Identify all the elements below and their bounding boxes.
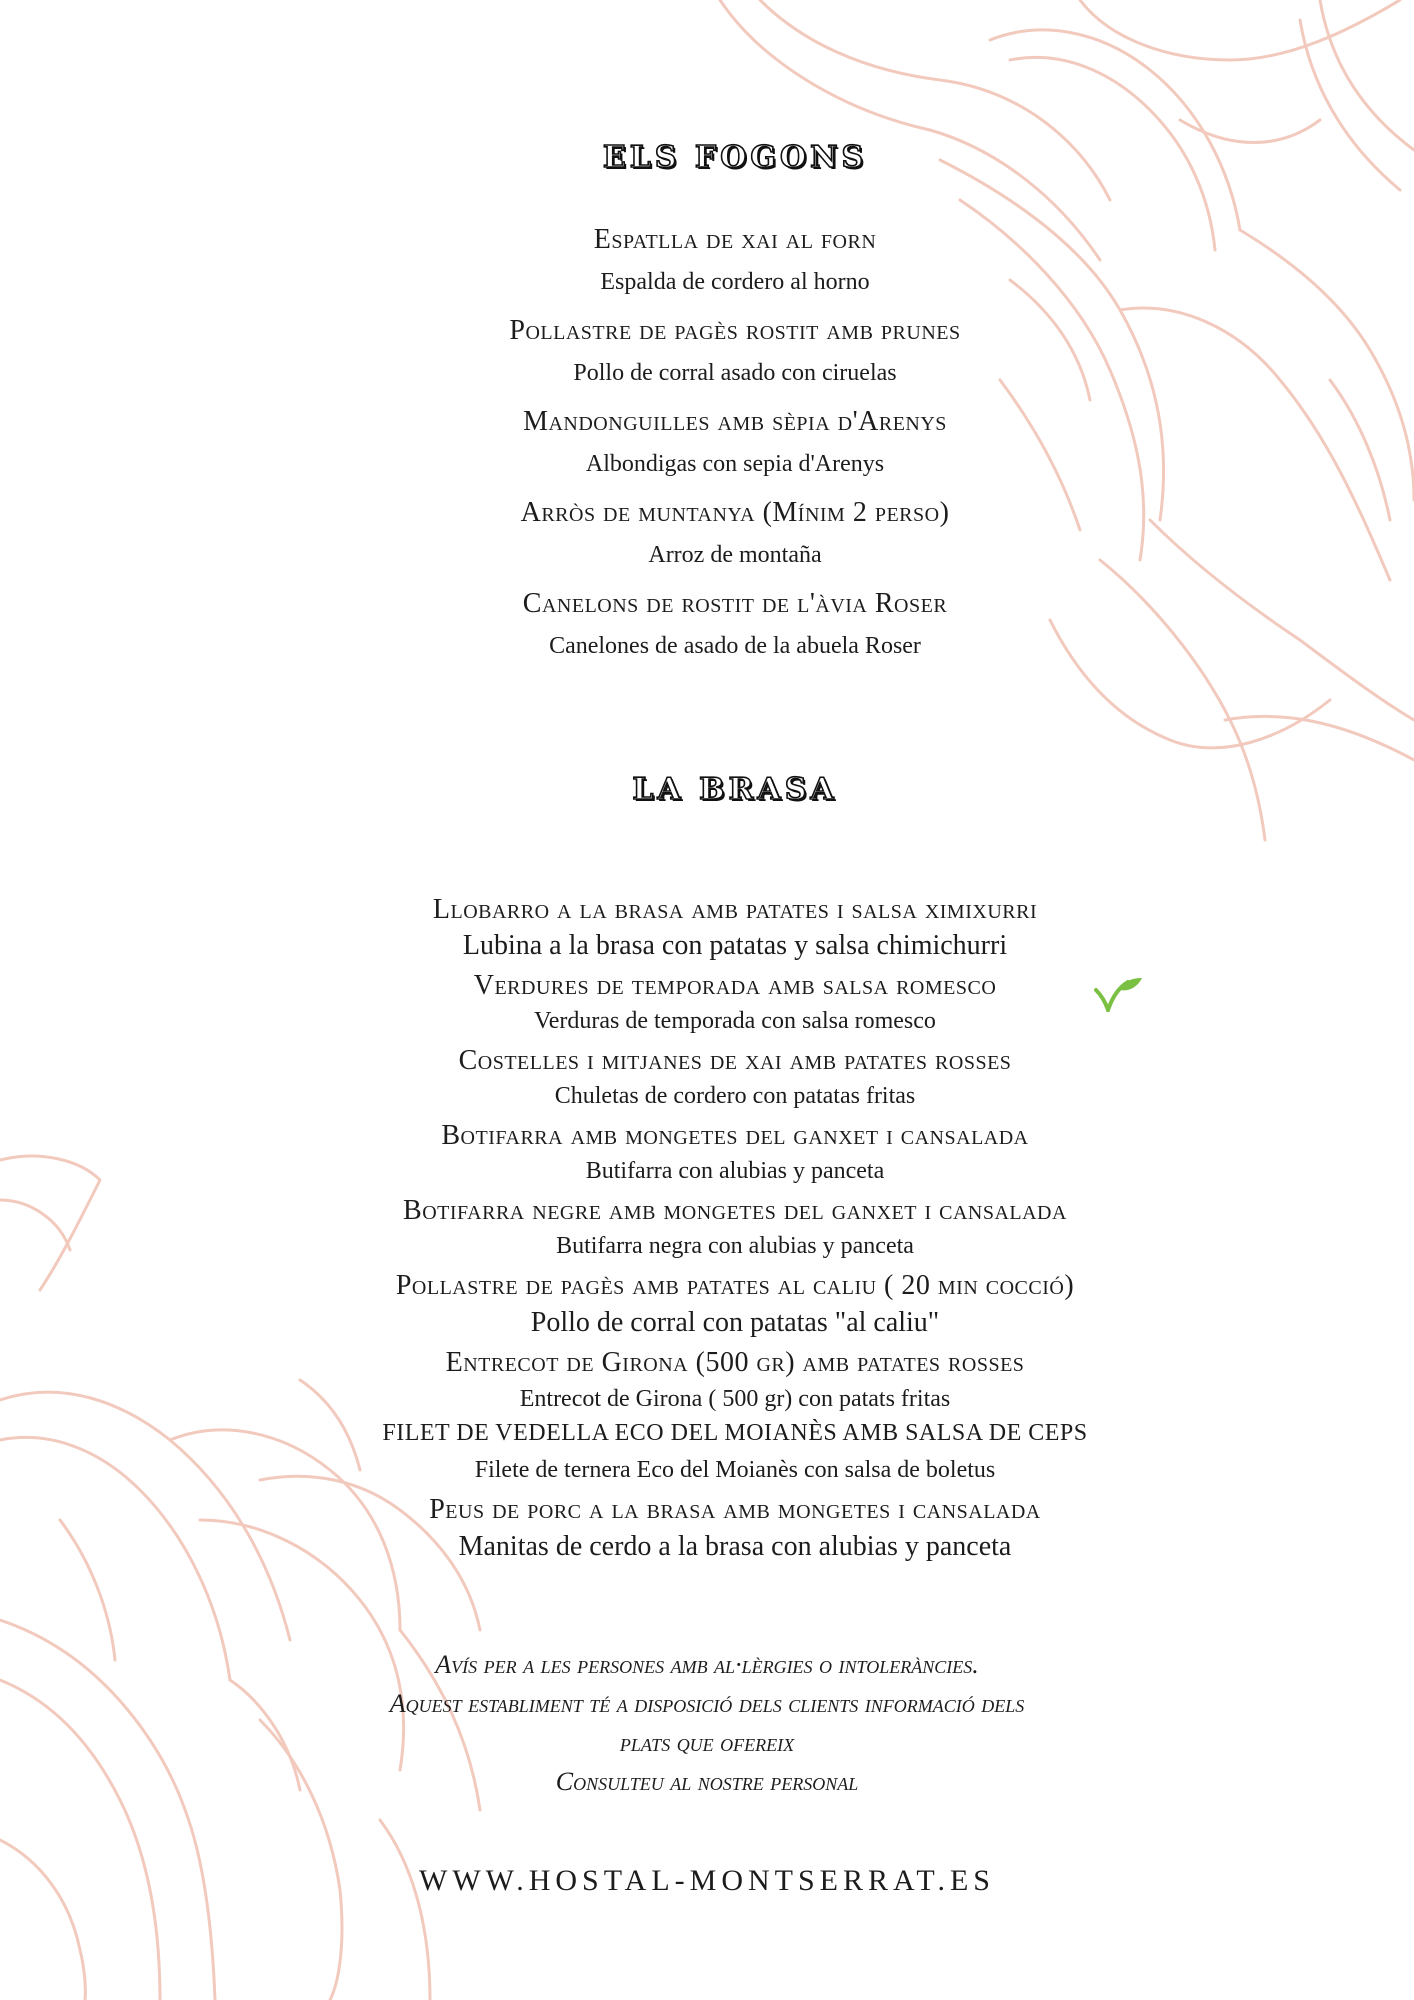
menu-item-ca: Llobarro a la brasa amb patates i salsa ximixurri	[432, 894, 1038, 925]
menu-item-es: Verduras de temporada con salsa romesco	[534, 1008, 936, 1034]
menu-item-es: Canelones de asado de la abuela Roser	[549, 633, 921, 659]
menu-item-es: Lubina a la brasa con patatas y salsa chimichurri	[462, 930, 1008, 961]
menu-item-es: Pollo de corral con patatas "al caliu"	[530, 1307, 940, 1338]
menu-item-ca: Mandonguilles amb sèpia d'Arenys	[523, 406, 947, 437]
menu-item-ca: Arròs de muntanya (Mínim 2 perso)	[520, 497, 950, 528]
allergy-notice-line: Aquest establiment té a disposició dels clients informació dels	[389, 1689, 1025, 1718]
menu-item-ca: Costelles i mitjanes de xai amb patates rosses	[458, 1045, 1012, 1076]
menu-item-es: Espalda de cordero al horno	[600, 269, 870, 295]
menu-item-es: Arroz de montaña	[648, 542, 822, 568]
allergy-notice-line: Avís per a les persones amb al·lèrgies o intoleràncies.	[435, 1650, 979, 1679]
menu-item-ca: Peus de porc a la brasa amb mongetes i cansalada	[429, 1494, 1041, 1525]
website-address: WWW.HOSTAL-MONTSERRAT.ES	[419, 1864, 995, 1897]
menu-item-ca: Espatlla de xai al forn	[593, 224, 877, 255]
menu-item-ca: Pollastre de pagès rostit amb prunes	[509, 315, 961, 346]
vegetarian-leaf-icon	[1094, 976, 1144, 1012]
menu-item-es: Manitas de cerdo a la brasa con alubias y panceta	[458, 1531, 1012, 1562]
menu-item-es: Filete de ternera Eco del Moianès con salsa de boletus	[474, 1457, 996, 1483]
menu-item-es: Pollo de corral asado con ciruelas	[573, 360, 897, 386]
menu-item-es: Entrecot de Girona ( 500 gr) con patats fritas	[519, 1386, 951, 1412]
section-title-brasa: LA BRASA	[632, 772, 838, 807]
menu-item-ca: Verdures de temporada amb salsa romesco	[473, 970, 997, 1001]
section-title-fogons: ELS FOGONS	[602, 140, 868, 175]
menu-item-ca: Entrecot de Girona (500 gr) amb patates rosses	[445, 1347, 1025, 1378]
menu-item-es: Butifarra con alubias y panceta	[585, 1158, 885, 1184]
menu-item-es: Albondigas con sepia d'Arenys	[585, 451, 885, 477]
menu-item-ca: Canelons de rostit de l'àvia Roser	[522, 588, 948, 619]
menu-item-ca: Botifarra negre amb mongetes del ganxet i cansalada	[403, 1195, 1067, 1226]
menu-item-ca: Pollastre de pagès amb patates al caliu ( 20 min cocció)	[395, 1270, 1075, 1301]
menu-item-es: Butifarra negra con alubias y panceta	[556, 1233, 914, 1259]
menu-item-ca: Botifarra amb mongetes del ganxet i cansalada	[441, 1120, 1029, 1151]
allergy-notice-line: Consulteu al nostre personal	[555, 1767, 859, 1796]
allergy-notice-line: plats que ofereix	[619, 1728, 795, 1757]
menu-item-ca: FILET DE VEDELLA ECO DEL MOIANÈS AMB SALSA DE CEPS	[382, 1420, 1088, 1446]
menu-item-es: Chuletas de cordero con patatas fritas	[554, 1083, 916, 1109]
